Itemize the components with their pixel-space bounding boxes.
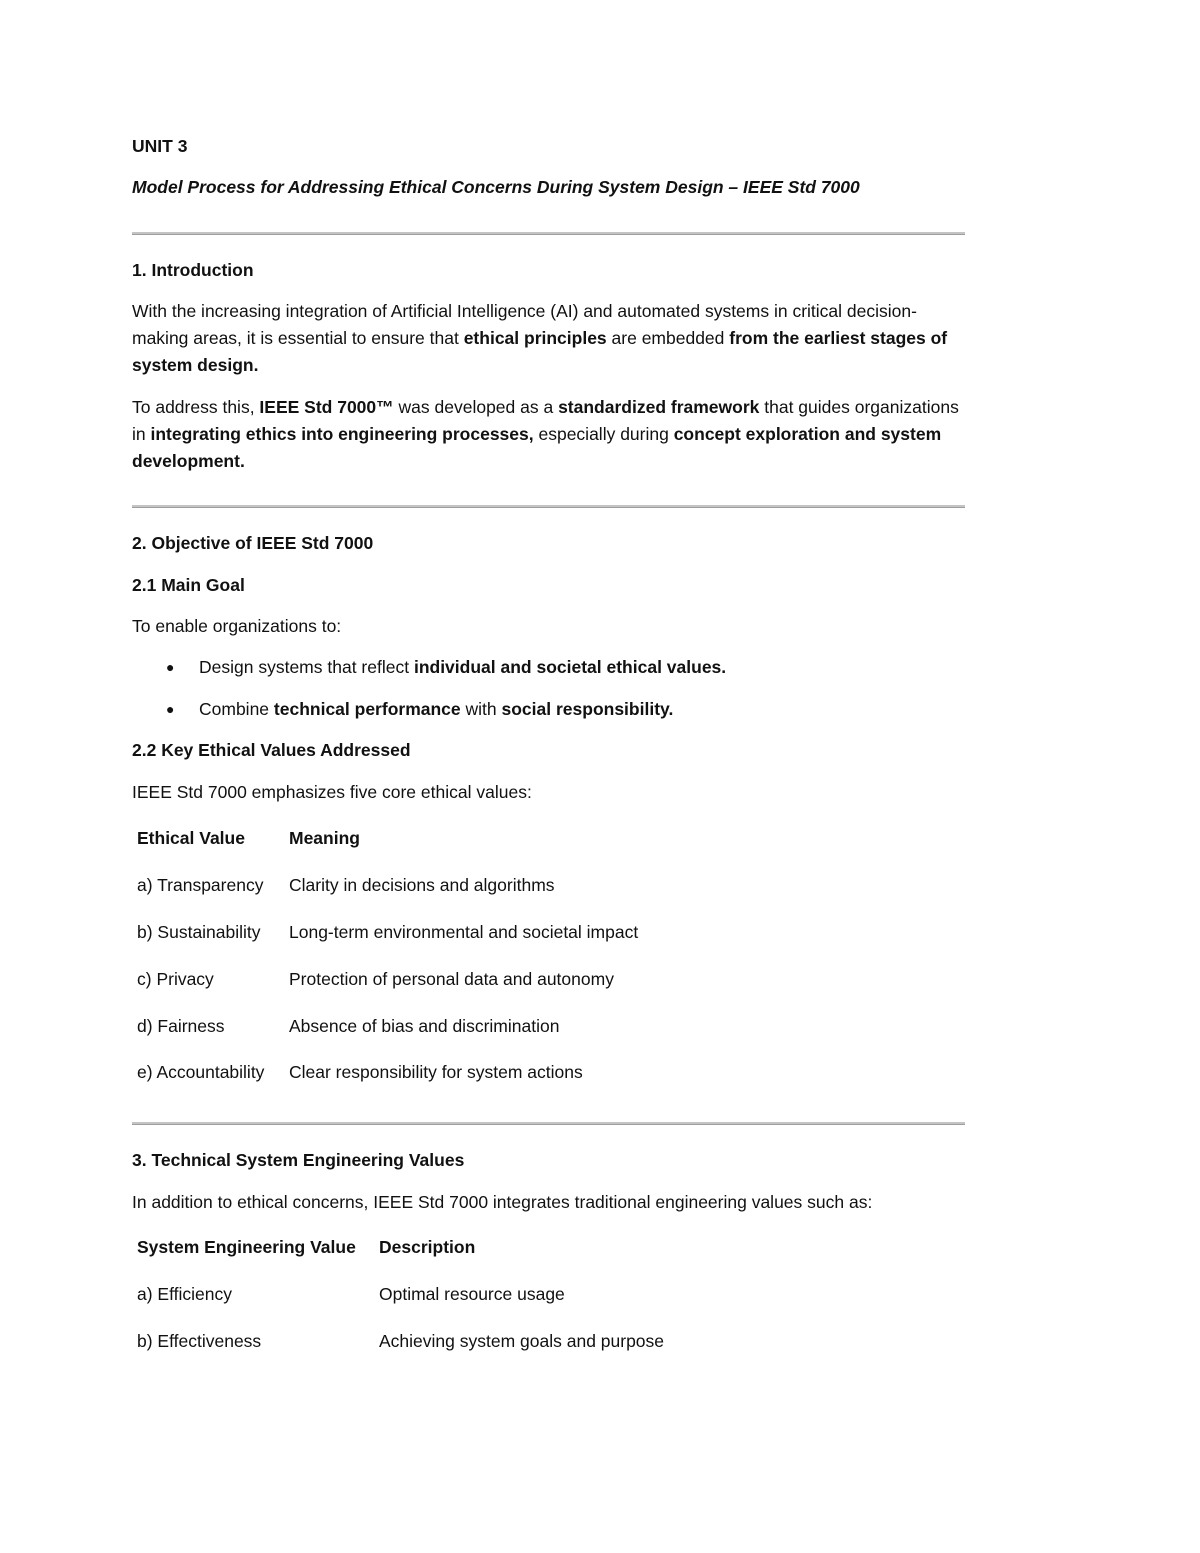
- bold-text: ethical principles: [463, 328, 607, 348]
- table-header-cell: Description: [379, 1237, 476, 1257]
- text-run: especially during: [533, 424, 674, 444]
- text-run: Combine: [199, 699, 274, 719]
- intro-paragraph-2: [132, 394, 972, 475]
- table-header-cell: Meaning: [289, 828, 360, 848]
- table-cell: e) Accountability: [137, 1062, 265, 1082]
- text-run: are embedded: [606, 328, 730, 348]
- list-item: [199, 696, 673, 723]
- table-cell: Protection of personal data and autonomy: [289, 969, 614, 989]
- technical-values-lead: In addition to ethical concerns, IEEE Std 7000 integrates traditional engineering values such as:: [132, 1192, 873, 1212]
- subsection-heading-main-goal: 2.1 Main Goal: [132, 575, 245, 595]
- table-cell: Optimal resource usage: [379, 1284, 565, 1304]
- table-cell: d) Fairness: [137, 1016, 225, 1036]
- bullet-icon: ●: [166, 701, 175, 717]
- text-run: To address this,: [132, 397, 260, 417]
- table-header-cell: Ethical Value: [137, 828, 245, 848]
- bold-text: technical performance: [273, 699, 461, 719]
- bold-text: concept exploration and system development.: [132, 424, 942, 471]
- table-cell: b) Effectiveness: [137, 1331, 262, 1351]
- table-cell: Absence of bias and discrimination: [289, 1016, 560, 1036]
- table-cell: a) Efficiency: [137, 1284, 232, 1304]
- section-heading-introduction: 1. Introduction: [132, 260, 254, 280]
- bold-text: integrating ethics into engineering processes,: [150, 424, 534, 444]
- table-header-cell: System Engineering Value: [137, 1237, 356, 1257]
- intro-paragraph-1: [132, 298, 972, 379]
- bold-text: individual and societal ethical values.: [413, 657, 727, 677]
- text-run: with: [460, 699, 502, 719]
- text-run: With the increasing integration of Artificial Intelligence (AI) and automated systems in critical decision-making areas, it is essential to ensure that: [132, 301, 917, 348]
- divider: [132, 1122, 965, 1125]
- text-run: was developed as a: [393, 397, 559, 417]
- list-item: [199, 654, 726, 681]
- table-cell: Long-term environmental and societal impact: [289, 922, 639, 942]
- key-values-lead: IEEE Std 7000 emphasizes five core ethical values:: [132, 782, 532, 802]
- divider: [132, 505, 965, 508]
- table-cell: Achieving system goals and purpose: [379, 1331, 665, 1351]
- unit-title: UNIT 3: [132, 136, 188, 156]
- bold-text: IEEE Std 7000™: [259, 397, 394, 417]
- main-goal-lead: To enable organizations to:: [132, 616, 342, 636]
- section-heading-objective: 2. Objective of IEEE Std 7000: [132, 533, 374, 553]
- bold-text: social responsibility.: [501, 699, 674, 719]
- text-run: that guides organizations in: [132, 397, 959, 444]
- text-run: Design systems that reflect: [199, 657, 414, 677]
- divider: [132, 232, 965, 235]
- bold-text: standardized framework: [558, 397, 760, 417]
- table-cell: b) Sustainability: [137, 922, 261, 942]
- bold-text: from the earliest stages of system design.: [132, 328, 948, 375]
- document-subtitle: Model Process for Addressing Ethical Concerns During System Design – IEEE Std 7000: [132, 177, 860, 197]
- table-cell: c) Privacy: [137, 969, 214, 989]
- table-cell: a) Transparency: [137, 875, 264, 895]
- table-cell: Clear responsibility for system actions: [289, 1062, 583, 1082]
- bullet-icon: ●: [166, 659, 175, 675]
- section-heading-technical-values: 3. Technical System Engineering Values: [132, 1150, 465, 1170]
- subsection-heading-key-values: 2.2 Key Ethical Values Addressed: [132, 740, 411, 760]
- table-cell: Clarity in decisions and algorithms: [289, 875, 555, 895]
